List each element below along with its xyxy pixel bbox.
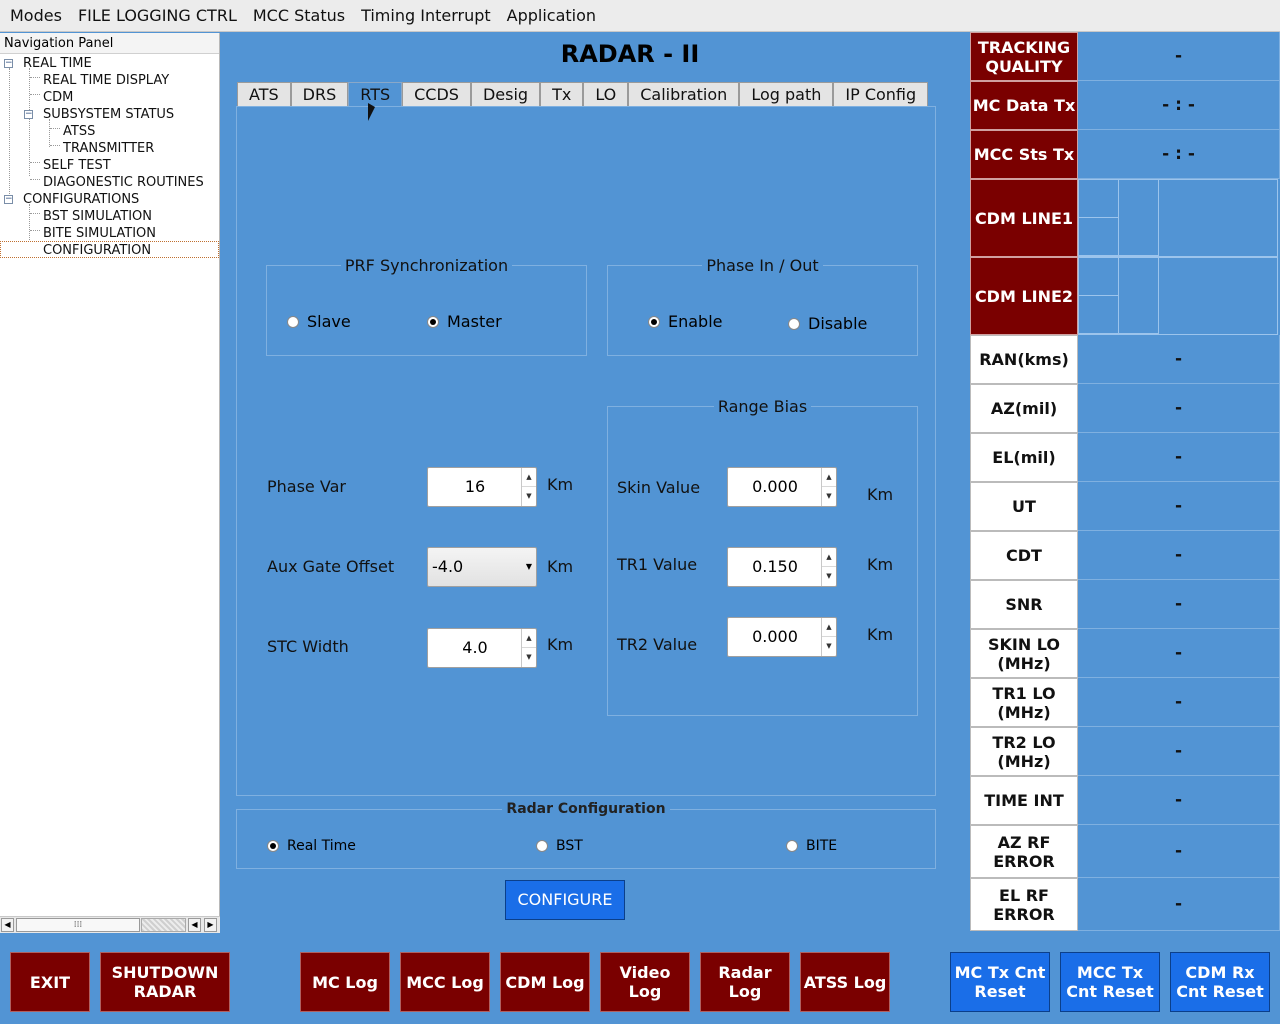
menu-file-logging-ctrl[interactable]: FILE LOGGING CTRL <box>77 5 237 25</box>
mc-log-button[interactable]: MC Log <box>300 952 390 1012</box>
az-rf-error-value: - <box>1078 825 1280 878</box>
status-row-mc-data-tx <box>970 81 1280 130</box>
radio-checked-icon <box>648 316 660 328</box>
status-row-ran <box>970 335 1280 384</box>
status-panel <box>970 32 1280 932</box>
tree-item-bst-simulation[interactable]: BST SIMULATION <box>43 209 152 224</box>
spin-up-icon[interactable]: ▲ <box>822 618 836 637</box>
radio-checked-icon <box>427 316 439 328</box>
spin-up-icon[interactable]: ▲ <box>522 468 536 487</box>
status-row-time-int <box>970 776 1280 825</box>
config-bite-radio[interactable] <box>786 838 837 854</box>
aux-gate-offset-label: Aux Gate Offset <box>267 557 395 576</box>
status-row-el-rf-error <box>970 878 1280 931</box>
config-bst-radio[interactable] <box>536 838 583 854</box>
status-row-skin-lo <box>970 629 1280 678</box>
tree-item-subsystem-status[interactable]: SUBSYSTEM STATUS <box>43 107 175 122</box>
tab-ccds[interactable]: CCDS <box>402 82 471 106</box>
spin-down-icon[interactable]: ▼ <box>526 492 532 500</box>
atss-log-button[interactable]: ATSS Log <box>800 952 890 1012</box>
spin-up-icon[interactable]: ▲ <box>822 548 836 567</box>
az-label: AZ(mil) <box>970 384 1078 433</box>
cdm-line2-grid <box>1078 257 1278 335</box>
mouse-cursor-icon <box>368 103 375 121</box>
mcc-log-button[interactable]: MCC Log <box>400 952 490 1012</box>
page-title: RADAR - II <box>560 40 700 68</box>
tr1-value-label: TR1 Value <box>617 555 698 574</box>
phase-disable-radio[interactable] <box>788 314 867 333</box>
status-row-az-rf-error <box>970 825 1280 878</box>
tree-item-real-time-display[interactable]: REAL TIME DISPLAY <box>43 73 170 88</box>
skin-value-value[interactable]: 0.000 <box>752 477 798 496</box>
status-row-cdm-line2 <box>970 257 1280 335</box>
stc-width-unit: Km <box>547 635 574 654</box>
time-int-value: - <box>1078 776 1280 825</box>
el-label: EL(mil) <box>970 433 1078 482</box>
tree-line <box>30 77 40 78</box>
cdm-cell <box>1119 258 1159 334</box>
navigation-tree <box>0 54 219 916</box>
tree-line <box>30 179 40 180</box>
radar-configuration-group <box>236 801 936 869</box>
prf-slave-label: Slave <box>307 312 351 331</box>
el-rf-error-label: EL RF ERROR <box>970 878 1078 931</box>
tree-item-diagnostic-routines[interactable]: DIAGONESTIC ROUTINES <box>43 175 204 190</box>
ut-label: UT <box>970 482 1078 531</box>
menu-modes[interactable]: Modes <box>10 5 62 25</box>
phase-enable-radio[interactable] <box>648 312 723 331</box>
tr1-value-unit: Km <box>867 555 894 574</box>
ut-value: - <box>1078 482 1280 531</box>
tab-rts[interactable]: RTS <box>348 82 402 107</box>
tree-item-configurations[interactable]: CONFIGURATIONS <box>23 192 140 207</box>
tr2-value-unit: Km <box>867 625 894 644</box>
phase-var-unit: Km <box>547 475 574 494</box>
prf-synchronization-title: PRF Synchronization <box>341 256 512 275</box>
snr-label: SNR <box>970 580 1078 629</box>
skin-value-unit: Km <box>867 485 894 504</box>
status-row-ut <box>970 482 1280 531</box>
scroll-left-icon[interactable]: ◀ <box>188 918 201 932</box>
scrollbar-thumb[interactable]: ⁞⁞⁞ <box>16 918 140 932</box>
tree-line <box>30 213 40 214</box>
tree-line <box>50 145 60 146</box>
tab-drs[interactable]: DRS <box>291 82 349 106</box>
navigation-panel-title: Navigation Panel <box>0 33 219 54</box>
snr-value: - <box>1078 580 1280 629</box>
status-row-el <box>970 433 1280 482</box>
config-real-time-label: Real Time <box>287 838 356 854</box>
time-int-label: TIME INT <box>970 776 1078 825</box>
cdm-line1-grid <box>1078 179 1278 257</box>
stc-width-spinbox[interactable] <box>427 628 537 668</box>
spin-down-icon[interactable]: ▼ <box>826 572 832 580</box>
aux-gate-offset-value: -4.0 <box>432 557 464 576</box>
tr1-value-value[interactable]: 0.150 <box>752 557 798 576</box>
cdm-cell <box>1079 218 1119 256</box>
cdm-cell <box>1079 296 1119 334</box>
navigation-panel <box>0 33 220 933</box>
mc-data-tx-value: - : - <box>1078 81 1280 130</box>
radar-configuration-title: Radar Configuration <box>502 801 669 817</box>
aux-gate-offset-combo[interactable] <box>427 547 537 587</box>
spin-up-icon[interactable]: ▲ <box>522 629 536 648</box>
exit-button[interactable]: EXIT <box>10 952 90 1012</box>
tree-item-bite-simulation[interactable]: BITE SIMULATION <box>43 226 157 241</box>
tree-line <box>30 94 40 95</box>
status-row-tracking-quality <box>970 32 1280 81</box>
tree-item-atss[interactable]: ATSS <box>63 124 96 139</box>
tr1-lo-value: - <box>1078 678 1280 727</box>
tree-line <box>9 68 10 196</box>
collapse-real-time-icon[interactable]: − <box>5 58 13 68</box>
mcc-tx-cnt-reset-button[interactable]: MCC Tx Cnt Reset <box>1060 952 1160 1012</box>
tree-line <box>30 162 40 163</box>
phase-enable-label: Enable <box>668 312 723 331</box>
scrollbar-track[interactable] <box>141 918 186 932</box>
collapse-configurations-icon[interactable]: − <box>5 194 13 204</box>
stc-width-value[interactable]: 4.0 <box>462 638 488 657</box>
cdm-rx-cnt-reset-button[interactable]: CDM Rx Cnt Reset <box>1170 952 1270 1012</box>
phase-var-spinbox[interactable] <box>427 467 537 507</box>
spin-down-icon[interactable]: ▼ <box>826 492 832 500</box>
tab-ip-config[interactable]: IP Config <box>833 82 928 106</box>
az-value: - <box>1078 384 1280 433</box>
tab-calibration[interactable]: Calibration <box>628 82 739 106</box>
skin-value-label: Skin Value <box>617 478 701 497</box>
tree-item-cdm[interactable]: CDM <box>43 90 74 105</box>
tr2-lo-label: TR2 LO (MHz) <box>970 727 1078 776</box>
menu-timing-interrupt[interactable]: Timing Interrupt <box>361 5 491 25</box>
tab-tx[interactable]: Tx <box>540 82 583 106</box>
config-real-time-radio[interactable] <box>267 838 356 854</box>
tree-item-real-time[interactable]: REAL TIME <box>23 56 92 71</box>
status-row-cdt <box>970 531 1280 580</box>
menu-application[interactable]: Application <box>506 5 597 25</box>
cdm-cell <box>1079 258 1119 296</box>
skin-value-spinbox[interactable] <box>727 467 837 507</box>
tr2-value-value[interactable]: 0.000 <box>752 627 798 646</box>
spin-down-icon[interactable]: ▼ <box>526 653 532 661</box>
prf-master-radio[interactable] <box>427 312 502 331</box>
cdm-line1-label: CDM LINE1 <box>970 179 1078 257</box>
tr2-value-spinbox[interactable] <box>727 617 837 657</box>
ran-label: RAN(kms) <box>970 335 1078 384</box>
spin-down-icon[interactable]: ▼ <box>826 642 832 650</box>
tree-item-self-test[interactable]: SELF TEST <box>43 158 111 173</box>
radio-unchecked-icon <box>786 840 798 852</box>
status-row-cdm-line1 <box>970 179 1280 257</box>
el-rf-error-value: - <box>1078 878 1280 931</box>
radio-checked-icon <box>267 840 279 852</box>
tree-line <box>49 119 50 147</box>
cdm-cell <box>1079 180 1119 218</box>
el-value: - <box>1078 433 1280 482</box>
radio-unchecked-icon <box>788 318 800 330</box>
stc-width-label: STC Width <box>267 637 349 656</box>
tab-log-path[interactable]: Log path <box>739 82 833 106</box>
configure-button[interactable]: CONFIGURE <box>505 880 625 920</box>
status-row-az <box>970 384 1280 433</box>
scroll-left-icon[interactable]: ◀ <box>1 918 14 932</box>
prf-synchronization-group <box>266 256 587 356</box>
phase-in-out-group <box>607 256 918 356</box>
menu-mcc-status[interactable]: MCC Status <box>252 5 346 25</box>
status-row-mcc-sts-tx <box>970 130 1280 179</box>
nav-horizontal-scrollbar[interactable] <box>0 916 220 933</box>
skin-lo-label: SKIN LO (MHz) <box>970 629 1078 678</box>
status-row-tr1-lo <box>970 678 1280 727</box>
radio-unchecked-icon <box>536 840 548 852</box>
config-bite-label: BITE <box>806 838 838 854</box>
prf-slave-radio[interactable] <box>287 312 351 331</box>
tab-lo[interactable]: LO <box>583 82 628 106</box>
mc-tx-cnt-reset-button[interactable]: MC Tx Cnt Reset <box>950 952 1050 1012</box>
shutdown-radar-button[interactable]: SHUTDOWN RADAR <box>100 952 230 1012</box>
range-bias-title: Range Bias <box>714 397 811 416</box>
tr1-value-spinbox[interactable] <box>727 547 837 587</box>
tr2-lo-value: - <box>1078 727 1280 776</box>
az-rf-error-label: AZ RF ERROR <box>970 825 1078 878</box>
mcc-sts-tx-value: - : - <box>1078 130 1280 179</box>
status-row-tr2-lo <box>970 727 1280 776</box>
phase-var-value[interactable]: 16 <box>464 477 486 496</box>
tracking-quality-label: TRACKING QUALITY <box>970 32 1078 81</box>
aux-gate-offset-unit: Km <box>547 557 574 576</box>
phase-in-out-title: Phase In / Out <box>702 256 822 275</box>
tab-desig[interactable]: Desig <box>471 82 540 106</box>
tree-line <box>50 128 60 129</box>
ran-value: - <box>1078 335 1280 384</box>
tr1-lo-label: TR1 LO (MHz) <box>970 678 1078 727</box>
config-bst-label: BST <box>556 838 583 854</box>
tr2-value-label: TR2 Value <box>617 635 698 654</box>
phase-disable-label: Disable <box>808 314 868 333</box>
tree-item-configuration[interactable]: CONFIGURATION <box>0 241 219 258</box>
tab-ats[interactable]: ATS <box>237 82 291 106</box>
video-log-button[interactable]: Video Log <box>600 952 690 1012</box>
phase-var-label: Phase Var <box>267 477 346 496</box>
tree-line <box>29 68 30 176</box>
tree-line <box>30 230 40 231</box>
mcc-sts-tx-label: MCC Sts Tx <box>970 130 1078 179</box>
cdt-label: CDT <box>970 531 1078 580</box>
radar-log-button[interactable]: Radar Log <box>700 952 790 1012</box>
skin-lo-value: - <box>1078 629 1280 678</box>
cdm-log-button[interactable]: CDM Log <box>500 952 590 1012</box>
collapse-subsystem-status-icon[interactable]: − <box>25 109 33 119</box>
status-row-snr <box>970 580 1280 629</box>
mc-data-tx-label: MC Data Tx <box>970 81 1078 130</box>
tree-item-transmitter[interactable]: TRANSMITTER <box>63 141 155 156</box>
cdm-cell <box>1119 180 1159 256</box>
cdt-value: - <box>1078 531 1280 580</box>
radio-unchecked-icon <box>287 316 299 328</box>
spin-up-icon[interactable]: ▲ <box>822 468 836 487</box>
tab-bar <box>237 82 928 106</box>
scroll-right-icon[interactable]: ▶ <box>204 918 217 932</box>
prf-master-label: Master <box>447 312 502 331</box>
menubar <box>0 0 1280 32</box>
chevron-down-icon: ▼ <box>525 562 532 571</box>
cdm-line2-label: CDM LINE2 <box>970 257 1078 335</box>
tracking-quality-value: - <box>1078 32 1280 81</box>
